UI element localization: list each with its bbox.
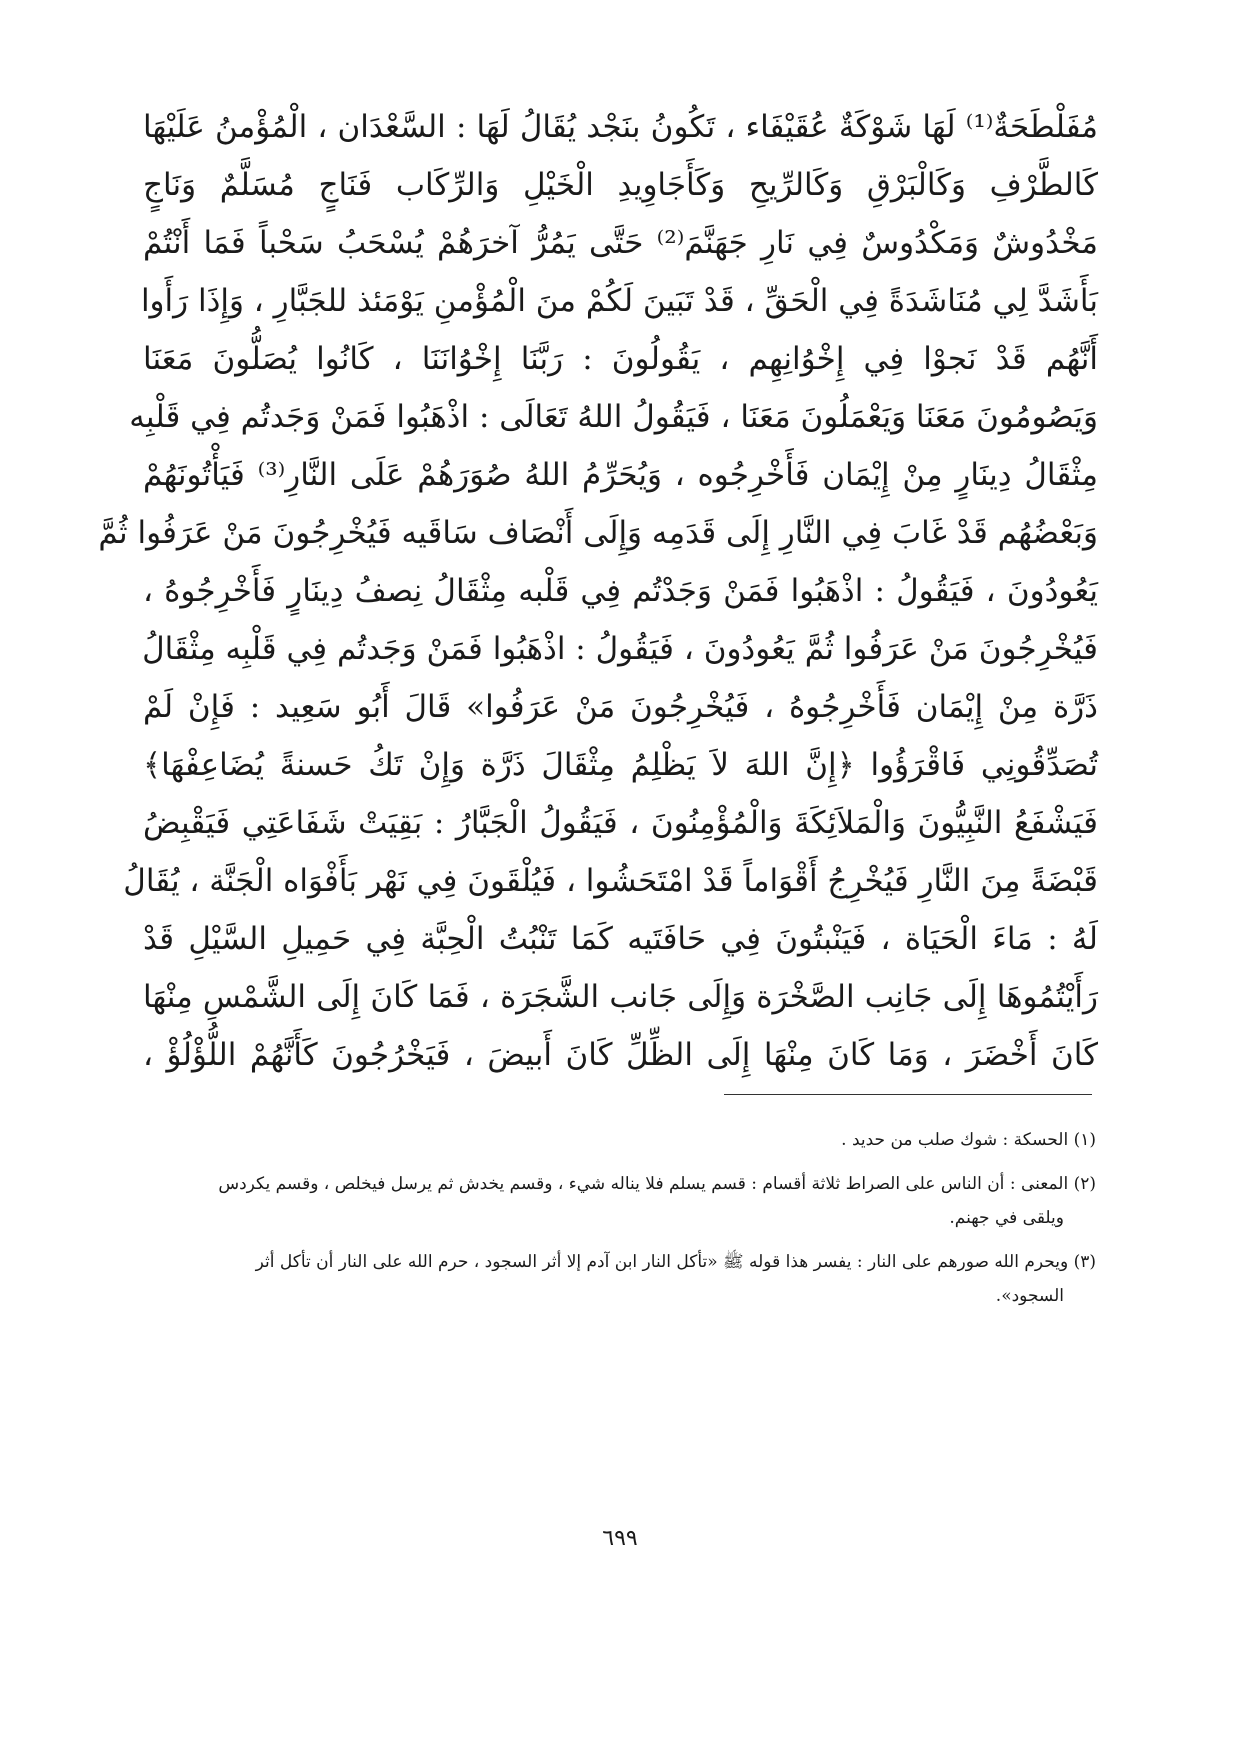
footnote	[138, 1245, 1096, 1313]
text-line: فَيُخْرِجُونَ مَنْ عَرَفُوا ثُمَّ يَعُودُونَ ، فَيَقُولُ : اذْهَبُوا فَمَنْ وَجَدتُم فِي قَلْبِه مِثْقَالُ	[142, 631, 1098, 667]
text-line: يَعُودُونَ ، فَيَقُولُ : اذْهَبُوا فَمَنْ وَجَدْتُم فِي قَلْبه مِثْقَالُ نِصفُ دِينَارٍ فَأَخْرِجُوهُ ،	[143, 573, 1098, 609]
text-line: قَبْضَةً مِنَ النَّارِ فَيُخْرِجُ أَقْوَاماً قَدْ امْتَحَشُوا ، فَيُلْقَونَ فِي نَهْر بَأَفْوَاه الْجَنَّة ، يُقَالُ	[123, 863, 1098, 899]
text-line: لَهُ : مَاءَ الْحَيَاة ، فَيَنْبتُونَ فِي حَافَتَيه كَمَا تَنْبُتُ الْحِبَّة فِي حَمِيلِ السَّيْلِ قَدْ	[143, 921, 1098, 957]
text-line: ذَرَّة مِنْ إِيْمَان فَأَخْرِجُوهُ ، فَيُخْرِجُونَ مَنْ عَرَفُوا» قَالَ أَبُو سَعِيد : فَإِنْ لَمْ	[143, 689, 1098, 725]
text-line: كَانَ أَخْضَرَ ، وَمَا كَانَ مِنْهَا إِلَى الظِّلِّ كَانَ أَبيضَ ، فَيَخْرُجُونَ كَأَنَّهُمْ اللُّؤْلُؤْ ،	[143, 1037, 1098, 1073]
footnote-line: (١) الحسكة : شوك صلب من حديد .	[841, 1130, 1096, 1150]
text-line: تُصَدِّقُونِي فَاقْرَؤُوا ﴿إِنَّ اللهَ لاَ يَظْلِمُ مِثْقَالَ ذَرَّة وَإِنْ تَكُ حَسنةً يُضَاعِفْهَا﴾	[143, 747, 1098, 783]
page-number: ٦٩٩	[602, 1526, 638, 1551]
main-text	[98, 98, 1099, 1084]
text-line: بَأَشَدَّ لِي مُنَاشَدَةً فِي الْحَقِّ ، قَدْ تَبَينَ لَكُمْ منَ الْمُؤْمنِ يَوْمَئذ للجَبَّارِ ، وَإِذَا رَأَوا	[140, 283, 1098, 319]
footnote-line: ويلقى في جهنم.	[949, 1208, 1064, 1228]
text-line: مُفَلْطَحَةٌ⁽¹⁾ لَهَا شَوْكَةٌ عُقَيْفَاء ، تَكُونُ بنَجْد يُقَالُ لَهَا : السَّعْدَان ، الْمُؤْمنُ عَلَيْهَا	[143, 109, 1098, 145]
text-line: مِثْقَالُ دِينَارٍ مِنْ إِيْمَان فَأَخْرِجُوه ، وَيُحَرِّمُ اللهُ صُوَرَهُمْ عَلَى النَّارِ⁽³⁾ فَيَأْتُونَهُمْ	[143, 457, 1099, 493]
footnote-line: (٣) ويحرم الله صورهم على النار : يفسر هذا قوله ﷺ «تأكل النار ابن آدم إلا أثر السجود ، حرم الله على النار أن تأكل أثر	[255, 1252, 1096, 1272]
text-line: رَأَيْتُمُوهَا إِلَى جَانِب الصَّخْرَة وَإِلَى جَانب الشَّجَرَة ، فَمَا كَانَ إِلَى الشَّمْسِ مِنْهَا	[143, 979, 1098, 1015]
footnote-line: (٢) المعنى : أن الناس على الصراط ثلاثة أقسام : قسم يسلم فلا يناله شيء ، وقسم يخدش ثم يرسل فيخلص ، وقسم يكردس	[218, 1174, 1096, 1194]
text-line: وَبَعْضُهُم قَدْ غَابَ فِي النَّارِ إِلَى قَدَمِه وَإِلَى أَنْصَاف سَاقَيه فَيُخْرِجُونَ مَنْ عَرَفُوا ثُمَّ	[98, 515, 1098, 551]
text-line: وَيَصُومُونَ مَعَنَا وَيَعْمَلُونَ مَعَنَا ، فَيَقُولُ اللهُ تَعَالَى : اذْهَبُوا فَمَنْ وَجَدتُم فِي قَلْبِه	[129, 399, 1098, 435]
footnote-line: السجود».	[995, 1286, 1064, 1306]
footnotes	[138, 1123, 1096, 1313]
text-line: أَنَّهُم قَدْ نَجوْا فِي إِخْوُانِهِم ، يَقُولُونَ : رَبَّنَا إِخْوُانَنَا ، كَانُوا يُصَلُّونَ مَعَنَا	[143, 341, 1098, 377]
text-line: فَيَشْفَعُ النَّبِيُّونَ وَالْمَلاَئِكَةَ وَالْمُؤْمِنُونَ ، فَيَقُولُ الْجَبَّارُ : بَقِيَتْ شَفَاعَتِي فَيَقْبِضُ	[143, 805, 1098, 841]
text-line: كَالطَّرْفِ وَكَالْبَرْقِ وَكَالرِّيحِ وَكَأَجَاوِيدِ الْخَيْلِ وَالرِّكَاب فَنَاجٍ مُسَلَّمٌ وَنَاجٍ	[143, 167, 1098, 203]
text-line: مَخْدُوشٌ وَمَكْدُوسٌ فِي نَارِ جَهَنَّمَ⁽²⁾ حَتَّى يَمُرُّ آخرَهُمْ يُسْحَبُ سَحْباً فَمَا أَنْتُمْ	[143, 225, 1098, 261]
footnote	[138, 1167, 1096, 1235]
footnote	[138, 1123, 1096, 1157]
footnote-separator	[724, 1094, 1092, 1095]
